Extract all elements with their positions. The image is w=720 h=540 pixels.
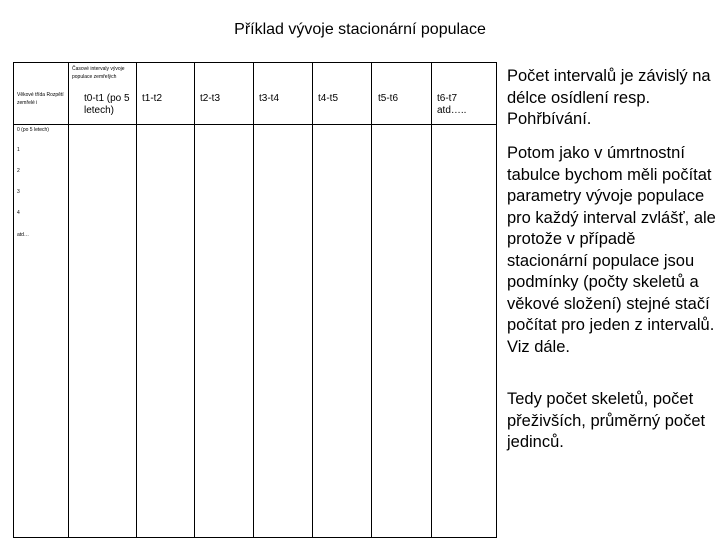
column-header: t0-t1 (po 5 letech) — [84, 93, 130, 116]
side-paragraph-stationary: Potom jako v úmrtnostní tabulce bychom měli počítat parametry vývoje populace pro každý interval zvlášť, ale protože v případě stacionární populace jsou podmínky (počty skeletů a věkové složení) stejné stačí počítat pro jeden z intervalů. Viz dále. — [507, 144, 716, 356]
table-vline — [431, 63, 432, 537]
table-vline — [136, 63, 137, 537]
table-vline — [68, 63, 69, 537]
slide-title: Příklad vývoje stacionární populace — [234, 21, 486, 38]
table-hline — [14, 124, 496, 125]
header-time-intervals: Časové intervaly vývoje populace zemřelých — [72, 66, 125, 80]
table-vline — [371, 63, 372, 537]
population-table — [13, 62, 497, 538]
table-vline — [312, 63, 313, 537]
column-header: t1-t2 — [142, 93, 163, 104]
row-label: 0 (po 5 letech) — [17, 127, 49, 133]
row-label: 2 — [17, 168, 20, 174]
side-paragraph-intervals: Počet intervalů je závislý na délce osídlení resp. Pohřbívání. — [507, 67, 711, 128]
side-paragraph-summary: Tedy počet skeletů, počet přeživších, průměrný počet jedinců. — [507, 390, 706, 451]
row-label: 3 — [17, 189, 20, 195]
column-header: t3-t4 — [259, 93, 280, 104]
table-vline — [253, 63, 254, 537]
column-header: t5-t6 — [378, 93, 399, 104]
table-vline — [194, 63, 195, 537]
column-header: t4-t5 — [318, 93, 339, 104]
column-header: t6-t7 atd….. — [437, 93, 467, 116]
row-label: atd… — [17, 232, 29, 238]
column-header: t2-t3 — [200, 93, 221, 104]
header-age-class: Věkové třída Rozpětí zemřelé i — [17, 92, 64, 106]
row-label: 1 — [17, 147, 20, 153]
row-label: 4 — [17, 210, 20, 216]
